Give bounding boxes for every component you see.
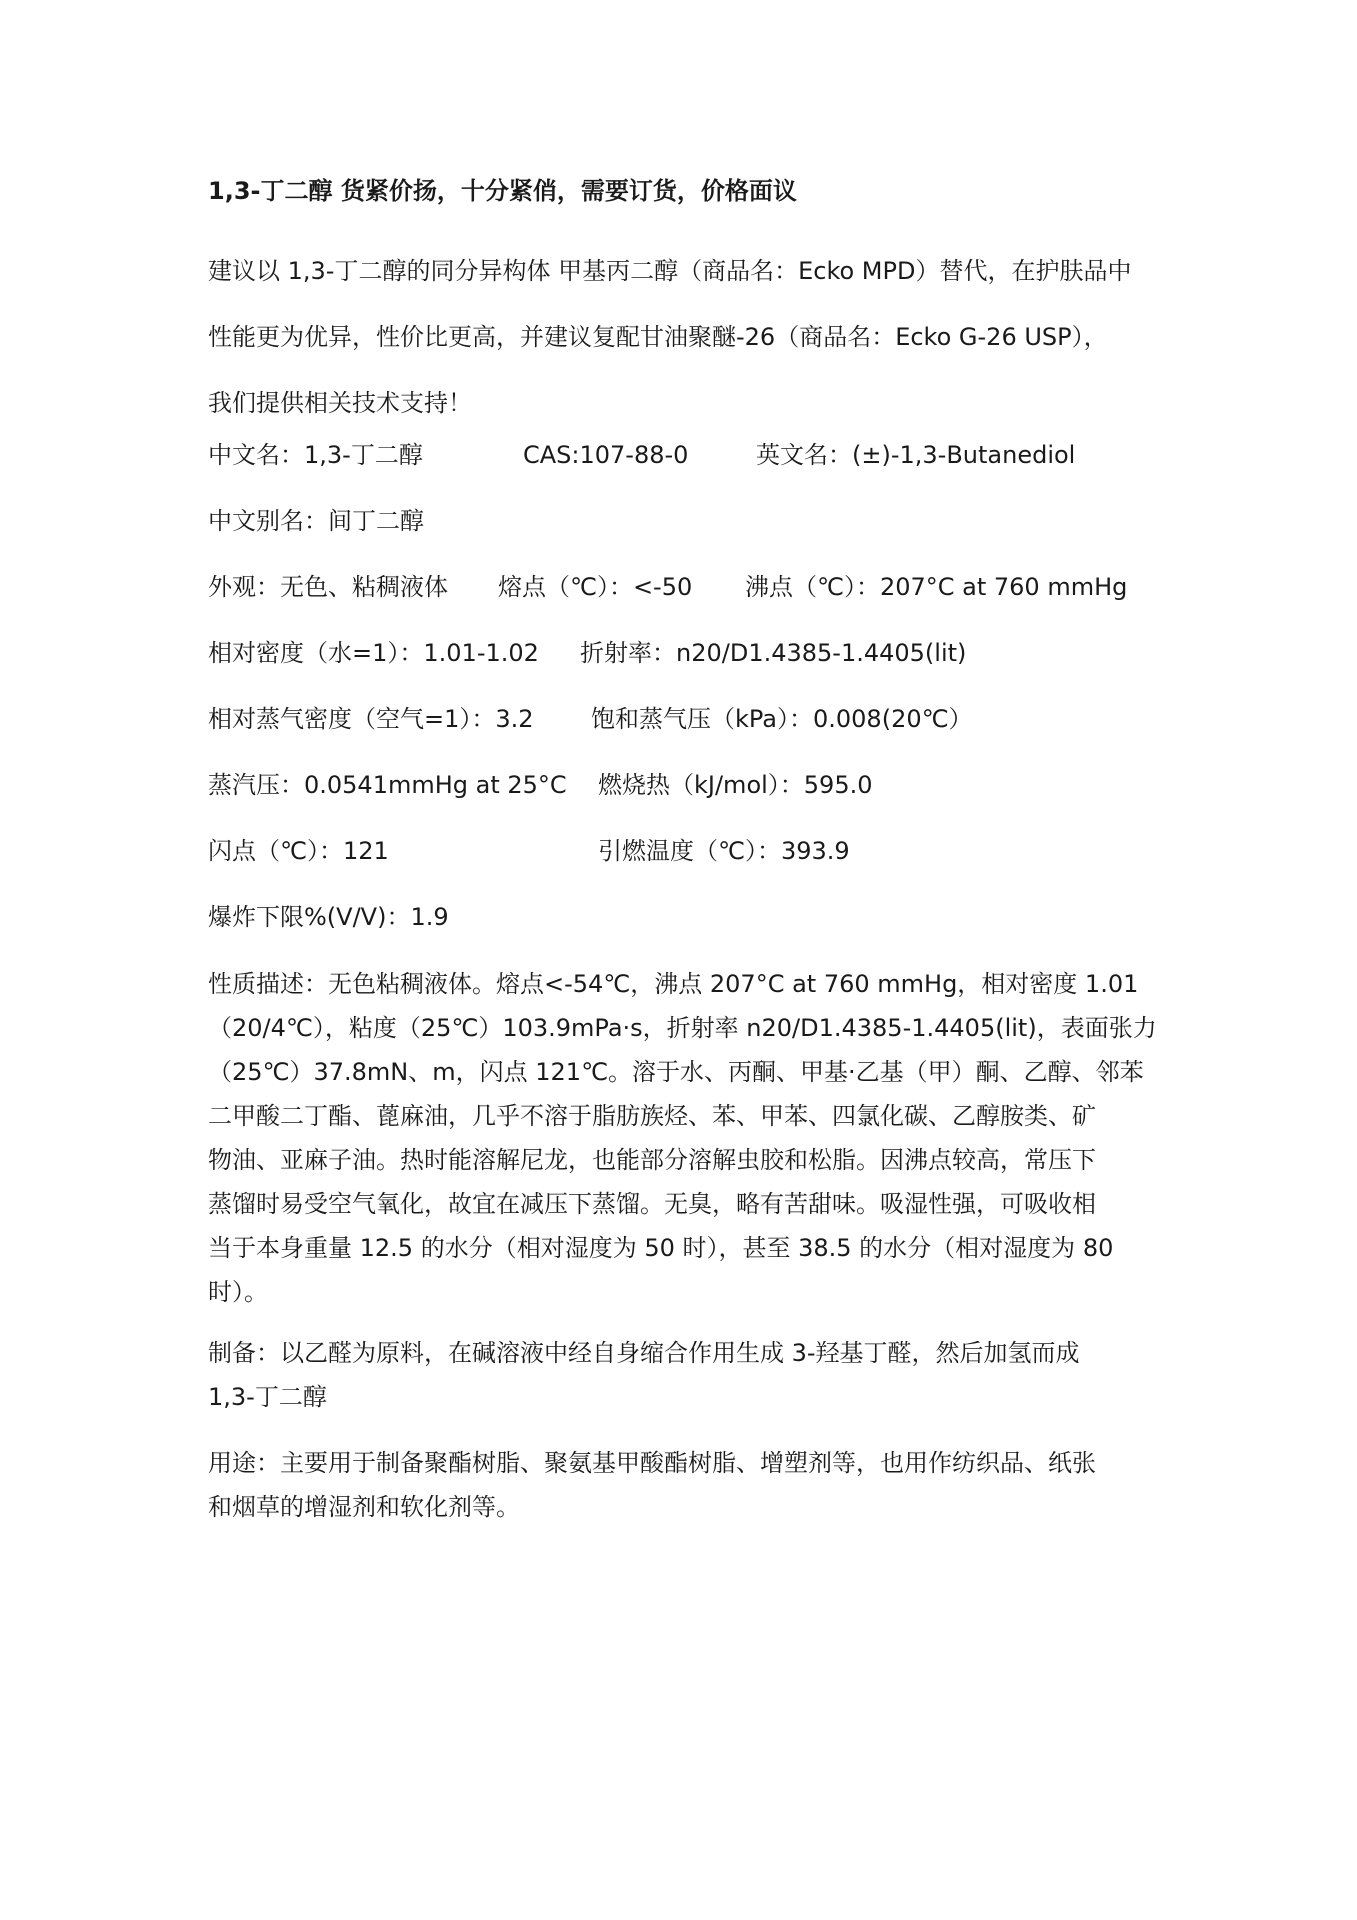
property-row-flash-point [208,831,1208,871]
description-paragraph [208,962,1168,1314]
property-row-vapor-pressure [208,765,1208,805]
intro-line: 我们提供相关技术支持！ [208,389,472,417]
chinese-name: 中文名：1,3-丁二醇 [208,441,423,469]
property-row-names [208,435,1208,475]
description-line: 二甲酸二丁酯、蓖麻油，几乎不溶于脂肪族烃、苯、甲苯、四氯化碳、乙醇胺类、矿 [208,1102,1096,1130]
property-row-explosion-limit [208,897,1208,937]
property-row-appearance [208,567,1208,607]
flash-point: 闪点（℃）：121 [208,837,389,865]
combustion-heat: 燃烧热（kJ/mol）：595.0 [598,771,873,799]
preparation-paragraph [208,1331,1168,1419]
refractive-index: 折射率：n20/D1.4385-1.4405(lit) [580,639,967,667]
document-heading: 1,3-丁二醇 货紧价扬，十分紧俏，需要订货，价格面议 [208,177,797,205]
property-row-alias [208,501,1208,541]
description-line: （25℃）37.8mN、m，闪点 121℃。溶于水、丙酮、甲基·乙基（甲）酮、乙醇、邻苯 [208,1058,1144,1086]
usage-line: 用途：主要用于制备聚酯树脂、聚氨基甲酸酯树脂、增塑剂等，也用作纺织品、纸张 [208,1449,1096,1477]
property-row-vapor-density [208,699,1208,739]
description-line: 性质描述：无色粘稠液体。熔点<-54℃，沸点 207°C at 760 mmHg，相对密度 1.01 [208,970,1139,998]
melting-point: 熔点（℃）：<-50 [498,573,693,601]
vapor-density: 相对蒸气密度（空气=1）：3.2 [208,705,534,733]
description-line: 当于本身重量 12.5 的水分（相对湿度为 50 时），甚至 38.5 的水分（相对湿度为 80 [208,1234,1114,1262]
intro-line: 建议以 1,3-丁二醇的同分异构体 甲基丙二醇（商品名：Ecko MPD）替代，在护肤品中 [208,257,1132,285]
chinese-alias: 中文别名：间丁二醇 [208,507,424,535]
relative-density: 相对密度（水=1）：1.01-1.02 [208,639,539,667]
saturated-vapor-pressure: 饱和蒸气压（kPa）：0.008(20℃） [591,705,973,733]
cas-number: CAS:107-88-0 [523,441,689,469]
boiling-point: 沸点（℃）：207°C at 760 mmHg [745,573,1128,601]
vapor-pressure: 蒸汽压：0.0541mmHg at 25°C [208,771,567,799]
description-line: （20/4℃），粘度（25℃）103.9mPa·s，折射率 n20/D1.4385-1.4405(lit)，表面张力 [208,1014,1157,1042]
ignition-temperature: 引燃温度（℃）：393.9 [598,837,850,865]
description-line: 物油、亚麻子油。热时能溶解尼龙，也能部分溶解虫胶和松脂。因沸点较高，常压下 [208,1146,1096,1174]
description-line: 蒸馏时易受空气氧化，故宜在减压下蒸馏。无臭，略有苦甜味。吸湿性强，可吸收相 [208,1190,1096,1218]
description-line: 时）。 [208,1278,268,1306]
preparation-line: 1,3-丁二醇 [208,1383,327,1411]
intro-line: 性能更为优异，性价比更高，并建议复配甘油聚醚-26（商品名：Ecko G-26 USP）， [208,323,1108,351]
usage-paragraph [208,1441,1168,1529]
intro-paragraph [208,238,1168,436]
property-row-density [208,633,1208,673]
preparation-line: 制备：以乙醛为原料，在碱溶液中经自身缩合作用生成 3-羟基丁醛，然后加氢而成 [208,1339,1080,1367]
usage-line: 和烟草的增湿剂和软化剂等。 [208,1493,520,1521]
explosion-limit: 爆炸下限%(V/V)：1.9 [208,903,449,931]
appearance: 外观：无色、粘稠液体 [208,573,448,601]
english-name: 英文名：(±)-1,3-Butanediol [756,441,1076,469]
